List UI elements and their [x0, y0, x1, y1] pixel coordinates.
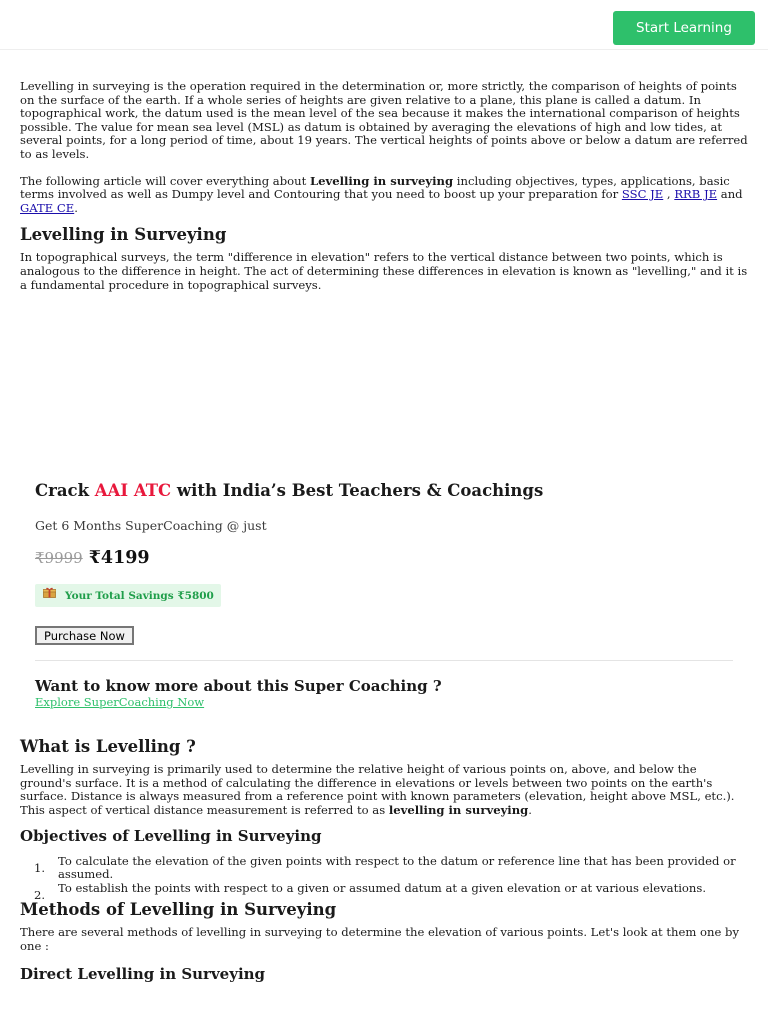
coverage-bold: Levelling in surveying	[309, 173, 454, 188]
what-bold: levelling in surveying	[388, 802, 529, 817]
what-is-levelling-paragraph	[20, 763, 748, 817]
separator: ,	[663, 187, 675, 202]
methods-paragraph: There are several methods of levelling in surveying to determine the elevation of various points. Let's look at them one by one :	[20, 925, 739, 953]
objectives-heading: Objectives of Levelling in Surveying	[20, 827, 322, 846]
ssc-je-link[interactable]: SSC JE	[621, 187, 664, 202]
period: .	[528, 802, 532, 817]
coverage-text-cont: including objectives, types, applications, basic terms involved as well as Dumpy level and Contouring that you need to boost up your preparation for	[20, 173, 730, 202]
purchase-now-button[interactable]: Purchase Now	[35, 626, 134, 645]
list-number: 2.	[34, 888, 46, 903]
list-item	[20, 855, 748, 881]
gate-ce-link[interactable]: GATE CE	[20, 200, 75, 215]
methods-heading: Methods of Levelling in Surveying	[20, 900, 337, 920]
period: .	[74, 200, 78, 215]
top-bar	[0, 0, 768, 50]
rrb-je-link[interactable]: RRB JE	[674, 187, 718, 202]
list-item	[20, 881, 748, 903]
coverage-text: The following article will cover everything about	[20, 173, 310, 188]
explore-supercoaching-link[interactable]: Explore SuperCoaching Now	[35, 695, 205, 709]
more-info-heading: Want to know more about this Super Coaching ?	[35, 677, 442, 695]
article-body	[20, 736, 748, 984]
promo-exam-name: AAI ATC	[94, 481, 172, 500]
promo-divider	[35, 660, 733, 661]
coverage-paragraph	[20, 175, 748, 216]
list-item-text: To calculate the elevation of the given points with respect to the datum or reference line that has been provided or assumed.	[58, 854, 736, 882]
direct-levelling-heading: Direct Levelling in Surveying	[20, 964, 266, 983]
savings-badge	[35, 584, 221, 607]
gift-icon	[43, 587, 56, 598]
article-intro	[20, 80, 748, 292]
promo-title-text: Crack	[35, 481, 95, 500]
what-text: Levelling in surveying is primarily used to determine the relative height of various points on, above, and below the ground's surface. It is a method of calculating the difference in elevations or levels between two points on the earth's surface. Distance is always measured from a reference point with known parameters (elevation, height above MSL, etc.). This aspect of vertical distance measurement is referred to as	[20, 762, 735, 817]
supercoaching-promo	[35, 476, 733, 710]
objectives-list	[20, 854, 748, 903]
promo-subtitle: Get 6 Months SuperCoaching @ just	[35, 518, 267, 533]
levelling-heading: Levelling in Surveying	[20, 225, 227, 245]
promo-title-text-cont: with India’s Best Teachers & Coachings	[171, 481, 544, 500]
what-is-levelling-heading: What is Levelling ?	[20, 737, 196, 756]
intro-paragraph: Levelling in surveying is the operation required in the determination or, more strictly, the comparison of heights of points on the surface of the earth. If a whole series of heights are given relative to a plane, this plane is called a datum. In topographical work, the datum used is the mean level of the sea because it makes the international comparison of heights possible. The value for mean sea level (MSL) as datum is obtained by averaging the elevations of high and low tides, at several points, for a long period of time, about 19 years. The vertical heights of points above or below a datum are referred to as levels.	[20, 79, 748, 161]
original-price: ₹9999	[35, 549, 83, 567]
list-number: 1.	[34, 861, 46, 876]
separator: and	[717, 187, 743, 202]
promo-title	[35, 476, 733, 506]
savings-text: Your Total Savings ₹5800	[65, 589, 214, 602]
list-item-text: To establish the points with respect to a given or assumed datum at a given elevation or at various elevations.	[58, 881, 707, 896]
discounted-price: ₹4199	[88, 548, 150, 568]
price-row	[35, 548, 733, 572]
levelling-paragraph: In topographical surveys, the term "difference in elevation" refers to the vertical distance between two points, which is analogous to the difference in height. The act of determining these differences in elevation is known as "levelling," and it is a fundamental procedure in topographical surveys.	[20, 250, 748, 292]
start-learning-button[interactable]: Start Learning	[613, 11, 755, 45]
